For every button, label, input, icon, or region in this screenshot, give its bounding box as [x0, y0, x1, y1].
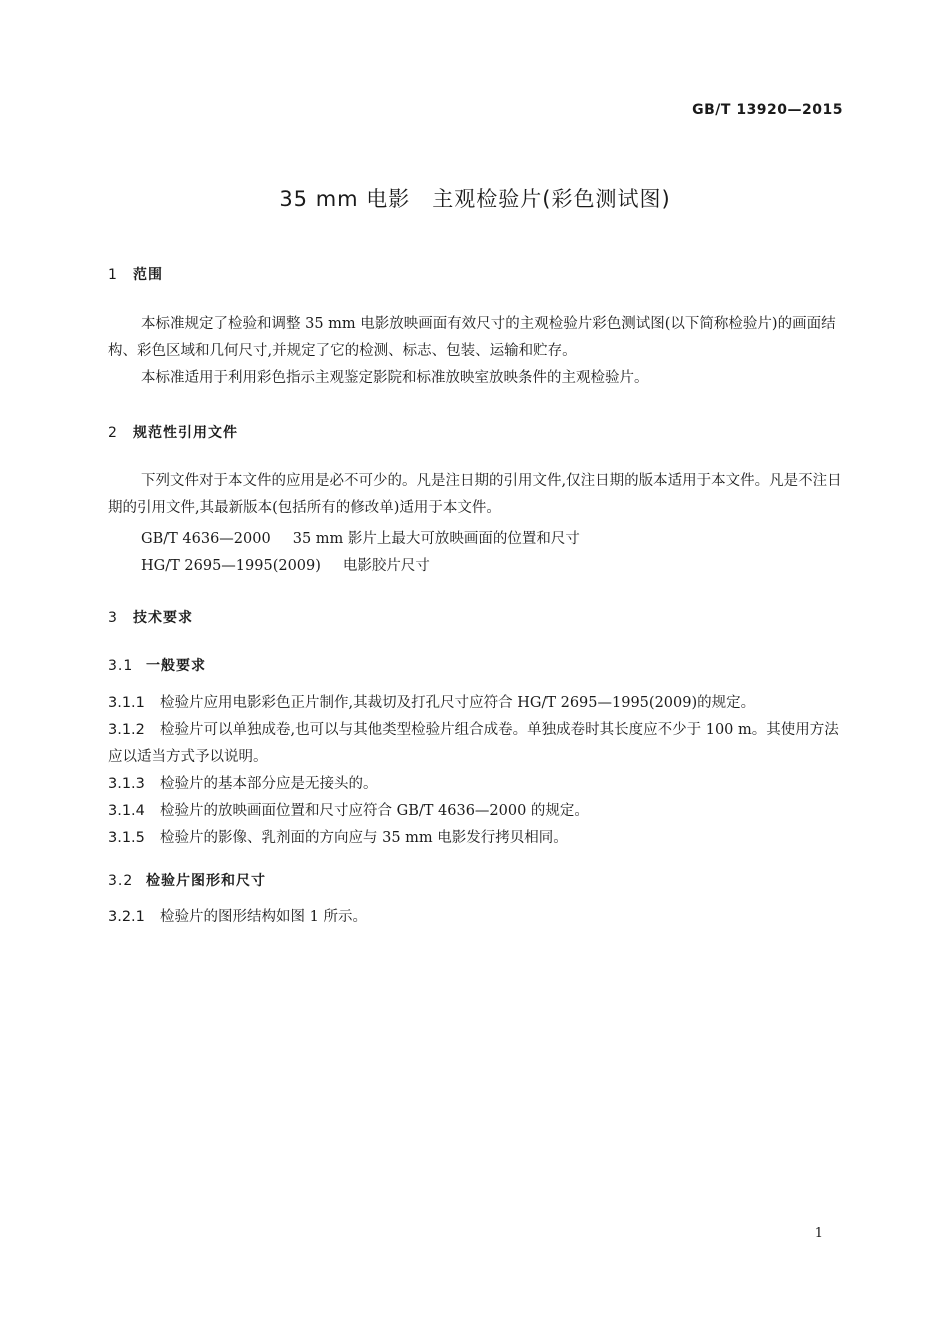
clause-number: 3.1.3	[108, 776, 145, 792]
section-title: 范围	[133, 267, 163, 283]
standard-code: GB/T 13920—2015	[692, 102, 843, 118]
subsection-3-2-heading	[108, 870, 266, 890]
paragraph: 本标准适用于利用彩色指示主观鉴定影院和标准放映室放映条件的主观检验片。	[141, 370, 649, 386]
reference-title: 电影胶片尺寸	[342, 558, 430, 574]
section-number: 3.2	[108, 873, 134, 889]
clause-text: 检验片的图形结构如图 1 所示。	[160, 909, 367, 925]
clause-number: 3.2.1	[108, 909, 145, 925]
section-2-heading	[108, 422, 238, 442]
section-number: 1	[108, 267, 118, 283]
reference-code: HG/T 2695—1995(2009)	[141, 558, 321, 574]
reference-code: GB/T 4636—2000	[141, 531, 271, 547]
section-title: 规范性引用文件	[133, 425, 238, 441]
section-number: 2	[108, 425, 118, 441]
clause-item	[108, 904, 844, 931]
clause-text: 检验片可以单独成卷,也可以与其他类型检验片组合成卷。单独成卷时其长度应不少于 100 m。其使用方法应以适当方式予以说明。	[108, 722, 839, 765]
clause-text: 检验片的影像、乳剂面的方向应与 35 mm 电影发行拷贝相同。	[160, 830, 568, 846]
clause-item	[108, 717, 844, 771]
paragraph: 下列文件对于本文件的应用是必不可少的。凡是注日期的引用文件,仅注日期的版本适用于本文件。凡是不注日期的引用文件,其最新版本(包括所有的修改单)适用于本文件。	[108, 473, 842, 516]
reference-title: 35 mm 影片上最大可放映画面的位置和尺寸	[292, 531, 580, 547]
clause-number: 3.1.1	[108, 695, 145, 711]
section-number: 3	[108, 610, 118, 626]
clause-text: 检验片的放映画面位置和尺寸应符合 GB/T 4636—2000 的规定。	[160, 803, 589, 819]
clause-number: 3.1.2	[108, 722, 145, 738]
normative-reference	[141, 554, 430, 575]
subsection-3-1-heading	[108, 655, 206, 675]
document-title: 35 mm 电影 主观检验片(彩色测试图)	[279, 187, 671, 211]
section-3-heading	[108, 607, 193, 627]
section-title: 技术要求	[133, 610, 193, 626]
clause-text: 检验片应用电影彩色正片制作,其裁切及打孔尺寸应符合 HG/T 2695—1995(2009)的规定。	[160, 695, 756, 711]
clause-number: 3.1.4	[108, 803, 145, 819]
section-number: 3.1	[108, 658, 134, 674]
normative-reference	[141, 527, 580, 548]
clause-item	[108, 825, 844, 852]
clause-item	[108, 690, 844, 717]
clause-text: 检验片的基本部分应是无接头的。	[160, 776, 378, 792]
clause-item	[108, 771, 844, 798]
section-1-heading	[108, 264, 163, 284]
clause-number: 3.1.5	[108, 830, 145, 846]
section-title: 检验片图形和尺寸	[146, 873, 266, 889]
paragraph: 本标准规定了检验和调整 35 mm 电影放映画面有效尺寸的主观检验片彩色测试图(以下简称检验片)的画面结构、彩色区域和几何尺寸,并规定了它的检测、标志、包装、运输和贮存。	[108, 316, 836, 359]
clause-item	[108, 798, 844, 825]
page-number: 1	[814, 1226, 823, 1241]
section-title: 一般要求	[146, 658, 206, 674]
